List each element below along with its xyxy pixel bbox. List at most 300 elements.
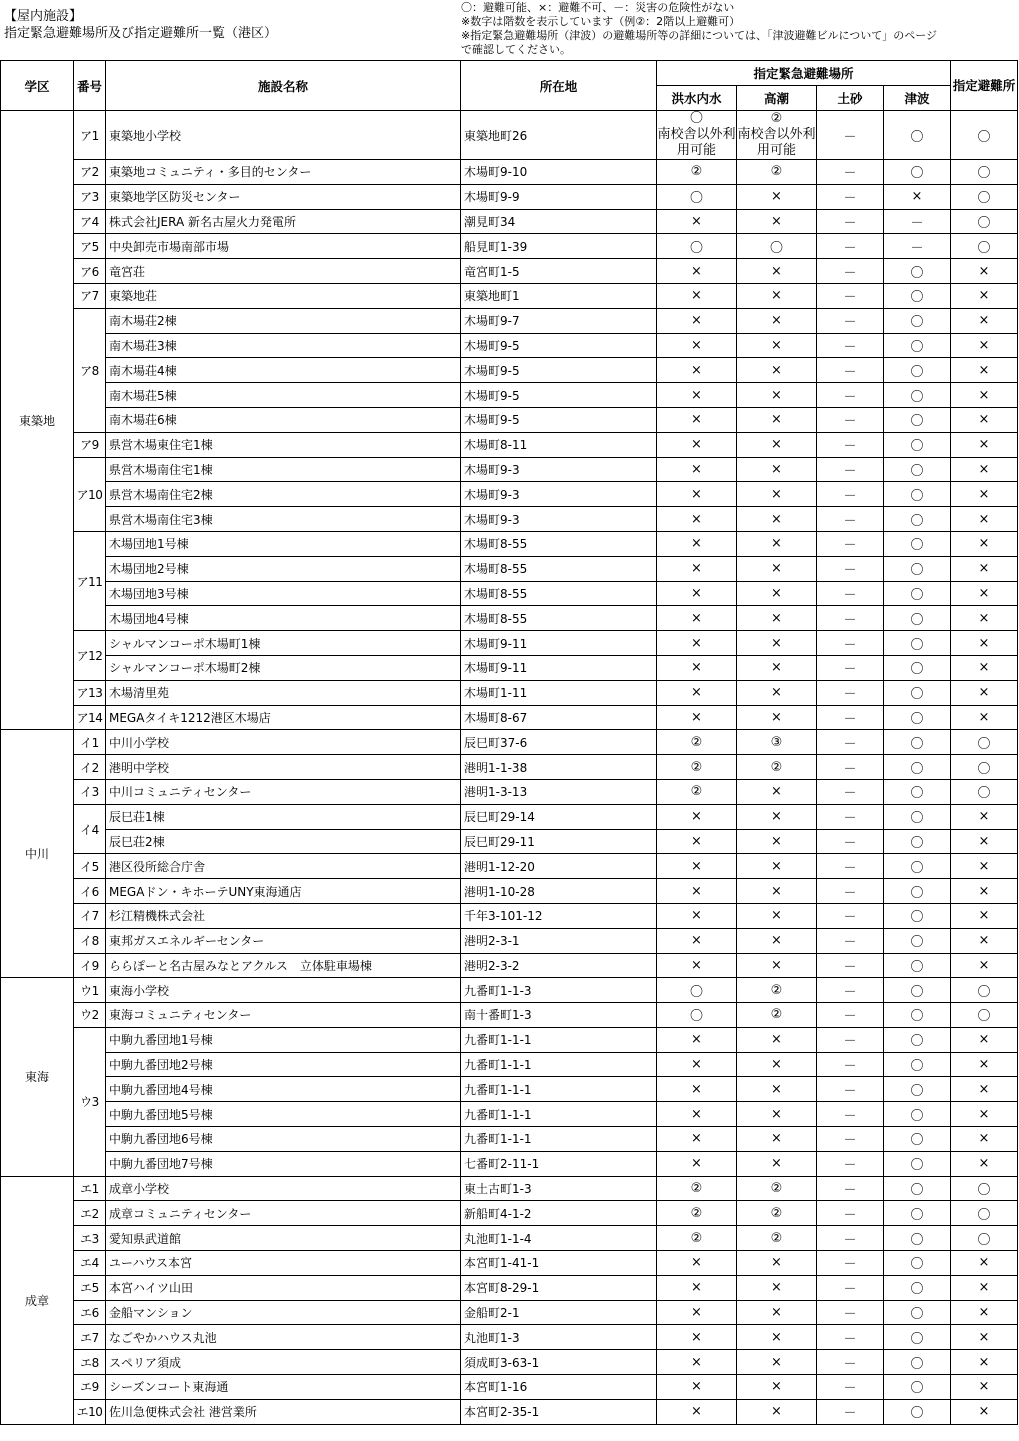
table-row: [1, 779, 1018, 804]
shelter-cell: ×: [951, 680, 1018, 705]
number-cell: エ2: [74, 1201, 106, 1226]
number-cell: ア9: [74, 432, 106, 457]
facility-name-cell: なごやかハウス丸池: [106, 1325, 461, 1350]
table-row: [1, 829, 1018, 854]
shelter-cell: ×: [951, 1251, 1018, 1276]
number-cell: ア6: [74, 259, 106, 284]
storm-surge-cell: ②: [737, 978, 817, 1003]
table-row: [1, 606, 1018, 631]
address-cell: 木場町9-5: [461, 407, 657, 432]
storm-surge-cell: ×: [737, 705, 817, 730]
landslide-cell: －: [817, 209, 884, 234]
flood-cell: ×: [657, 705, 737, 730]
landslide-cell: －: [817, 1052, 884, 1077]
storm-surge-cell: ×: [737, 1052, 817, 1077]
landslide-cell: －: [817, 1300, 884, 1325]
flood-cell: 〇: [657, 978, 737, 1003]
shelter-cell: ×: [951, 1325, 1018, 1350]
storm-surge-cell: ×: [737, 606, 817, 631]
tsunami-cell: 〇: [884, 779, 951, 804]
table-row: [1, 631, 1018, 656]
storm-surge-cell: ×: [737, 1300, 817, 1325]
facility-name-cell: 成章コミュニティセンター: [106, 1201, 461, 1226]
shelter-cell: ×: [951, 581, 1018, 606]
address-cell: 港明1-12-20: [461, 854, 657, 879]
number-cell: イ1: [74, 730, 106, 755]
table-row: [1, 978, 1018, 1003]
address-cell: 辰巳町29-14: [461, 804, 657, 829]
address-cell: 木場町9-5: [461, 383, 657, 408]
shelter-cell: ×: [951, 879, 1018, 904]
shelter-cell: 〇: [951, 978, 1018, 1003]
landslide-cell: －: [817, 234, 884, 259]
flood-cell: ×: [657, 829, 737, 854]
usage-note: 南校舎以外利用可能: [737, 127, 816, 158]
shelter-table: [0, 60, 1018, 1425]
facility-name-cell: 木場清里苑: [106, 680, 461, 705]
flood-cell: ×: [657, 655, 737, 680]
tsunami-cell: 〇: [884, 1003, 951, 1028]
landslide-cell: －: [817, 829, 884, 854]
number-cell: ア13: [74, 680, 106, 705]
page-title: 指定緊急避難場所及び指定避難所一覧（港区）: [4, 26, 278, 41]
number-cell: ア4: [74, 209, 106, 234]
facility-name-cell: 杉江精機株式会社: [106, 903, 461, 928]
flood-cell: ×: [657, 1077, 737, 1102]
storm-surge-cell: ×: [737, 283, 817, 308]
facility-name-cell: 南木場荘4棟: [106, 358, 461, 383]
address-cell: 本宮町1-16: [461, 1375, 657, 1400]
tsunami-cell: 〇: [884, 308, 951, 333]
table-row: [1, 755, 1018, 780]
shelter-cell: ×: [951, 1027, 1018, 1052]
address-cell: 木場町9-5: [461, 358, 657, 383]
tsunami-cell: 〇: [884, 655, 951, 680]
number-cell: イ4: [74, 804, 106, 854]
header-storm-surge: 高潮: [737, 86, 817, 111]
address-cell: 木場町8-11: [461, 432, 657, 457]
table-row: [1, 1251, 1018, 1276]
storm-surge-cell: ×: [737, 1275, 817, 1300]
facility-name-cell: 中駒九番団地6号棟: [106, 1127, 461, 1152]
storm-surge-cell: ×: [737, 457, 817, 482]
tsunami-cell: 〇: [884, 928, 951, 953]
table-row: [1, 1003, 1018, 1028]
storm-surge-cell: ×: [737, 407, 817, 432]
number-cell: エ3: [74, 1226, 106, 1251]
table-row: [1, 308, 1018, 333]
flood-cell: ×: [657, 854, 737, 879]
shelter-cell: 〇: [951, 111, 1018, 160]
title-bracket: 【屋内施設】: [4, 9, 83, 24]
storm-surge-cell: ×: [737, 1325, 817, 1350]
table-row: [1, 928, 1018, 953]
address-cell: 七番町2-11-1: [461, 1151, 657, 1176]
landslide-cell: －: [817, 1375, 884, 1400]
shelter-cell: ×: [951, 1151, 1018, 1176]
number-cell: イ3: [74, 779, 106, 804]
facility-name-cell: スペリア須成: [106, 1350, 461, 1375]
storm-surge-cell: ×: [737, 1027, 817, 1052]
flood-cell: 〇: [657, 184, 737, 209]
facility-name-cell: 中央卸売市場南部市場: [106, 234, 461, 259]
address-cell: 東土古町1-3: [461, 1176, 657, 1201]
number-cell: エ9: [74, 1375, 106, 1400]
flood-cell: ×: [657, 283, 737, 308]
flood-cell: ×: [657, 308, 737, 333]
storm-surge-cell: ×: [737, 184, 817, 209]
flood-cell: ×: [657, 631, 737, 656]
address-cell: 木場町8-55: [461, 531, 657, 556]
header-address: 所在地: [461, 61, 657, 111]
facility-name-cell: 県営木場南住宅2棟: [106, 482, 461, 507]
address-cell: 須成町3-63-1: [461, 1350, 657, 1375]
shelter-cell: ×: [951, 1300, 1018, 1325]
address-cell: 木場町9-11: [461, 655, 657, 680]
storm-surge-cell: ×: [737, 432, 817, 457]
shelter-cell: ×: [951, 606, 1018, 631]
landslide-cell: －: [817, 655, 884, 680]
tsunami-cell: 〇: [884, 1226, 951, 1251]
storm-surge-cell: ×: [737, 1151, 817, 1176]
address-cell: 港明1-10-28: [461, 879, 657, 904]
facility-name-cell: 金船マンション: [106, 1300, 461, 1325]
address-cell: 竜宮町1-5: [461, 259, 657, 284]
tsunami-cell: 〇: [884, 705, 951, 730]
table-row: [1, 184, 1018, 209]
address-cell: 丸池町1-1-4: [461, 1226, 657, 1251]
storm-surge-cell: ②: [737, 160, 817, 185]
flood-cell: ×: [657, 556, 737, 581]
storm-surge-cell: ×: [737, 804, 817, 829]
flood-cell: ×: [657, 1027, 737, 1052]
storm-surge-cell: ×: [737, 1077, 817, 1102]
landslide-cell: －: [817, 259, 884, 284]
landslide-cell: －: [817, 283, 884, 308]
storm-surge-cell: ×: [737, 854, 817, 879]
table-row: [1, 953, 1018, 978]
shelter-cell: ×: [951, 259, 1018, 284]
table-row: [1, 531, 1018, 556]
header-tsunami: 津波: [884, 86, 951, 111]
tsunami-cell: 〇: [884, 1127, 951, 1152]
shelter-cell: ×: [951, 928, 1018, 953]
table-row: [1, 680, 1018, 705]
flood-cell: ×: [657, 1399, 737, 1424]
table-row: [1, 1151, 1018, 1176]
address-cell: 木場町9-9: [461, 184, 657, 209]
address-cell: 木場町9-10: [461, 160, 657, 185]
address-cell: 九番町1-1-1: [461, 1127, 657, 1152]
address-cell: 九番町1-1-1: [461, 1077, 657, 1102]
landslide-cell: －: [817, 482, 884, 507]
flood-cell: ×: [657, 507, 737, 532]
storm-surge-cell: ×: [737, 556, 817, 581]
number-cell: ア11: [74, 531, 106, 630]
shelter-cell: ×: [951, 1350, 1018, 1375]
storm-surge-cell: ×: [737, 1399, 817, 1424]
table-row: [1, 854, 1018, 879]
tsunami-cell: －: [884, 234, 951, 259]
storm-surge-cell: ×: [737, 631, 817, 656]
tsunami-cell: 〇: [884, 1027, 951, 1052]
address-cell: 港明1-1-38: [461, 755, 657, 780]
flood-cell: ×: [657, 606, 737, 631]
shelter-cell: ×: [951, 407, 1018, 432]
number-cell: ア14: [74, 705, 106, 730]
shelter-cell: 〇: [951, 730, 1018, 755]
flood-cell: ×: [657, 1350, 737, 1375]
tsunami-cell: 〇: [884, 903, 951, 928]
number-cell: ア2: [74, 160, 106, 185]
shelter-cell: ×: [951, 631, 1018, 656]
number-cell: イ5: [74, 854, 106, 879]
facility-name-cell: 中駒九番団地1号棟: [106, 1027, 461, 1052]
landslide-cell: －: [817, 606, 884, 631]
shelter-cell: ×: [951, 556, 1018, 581]
landslide-cell: －: [817, 111, 884, 160]
address-cell: 新船町4-1-2: [461, 1201, 657, 1226]
flood-cell: ×: [657, 1375, 737, 1400]
tsunami-cell: 〇: [884, 854, 951, 879]
storm-surge-cell: ×: [737, 581, 817, 606]
address-cell: 木場町8-55: [461, 556, 657, 581]
facility-name-cell: 中駒九番団地4号棟: [106, 1077, 461, 1102]
tsunami-cell: 〇: [884, 407, 951, 432]
storm-surge-cell: ×: [737, 531, 817, 556]
flood-cell: ×: [657, 1251, 737, 1276]
flood-cell: 〇: [657, 1003, 737, 1028]
storm-surge-cell: ×: [737, 1350, 817, 1375]
address-cell: 船見町1-39: [461, 234, 657, 259]
header-emergency-group: 指定緊急避難場所: [657, 61, 951, 86]
district-cell: 中川: [1, 730, 74, 978]
tsunami-cell: 〇: [884, 482, 951, 507]
tsunami-cell: 〇: [884, 1077, 951, 1102]
number-cell: エ1: [74, 1176, 106, 1201]
facility-name-cell: 中駒九番団地2号棟: [106, 1052, 461, 1077]
storm-surge-cell: ×: [737, 308, 817, 333]
shelter-cell: 〇: [951, 1003, 1018, 1028]
usage-note: 南校舎以外利用可能: [657, 127, 736, 158]
flood-cell: ×: [657, 1300, 737, 1325]
tsunami-cell: 〇: [884, 879, 951, 904]
landslide-cell: －: [817, 581, 884, 606]
facility-name-cell: 成章小学校: [106, 1176, 461, 1201]
number-cell: ウ2: [74, 1003, 106, 1028]
facility-name-cell: 竜宮荘: [106, 259, 461, 284]
table-row: [1, 407, 1018, 432]
legend-note: ※数字は階数を表示しています（例②：2階以上避難可）: [461, 15, 741, 28]
tsunami-cell: 〇: [884, 1102, 951, 1127]
landslide-cell: －: [817, 1127, 884, 1152]
shelter-cell: 〇: [951, 184, 1018, 209]
shelter-cell: ×: [951, 1127, 1018, 1152]
flood-cell: ×: [657, 953, 737, 978]
table-row: [1, 730, 1018, 755]
facility-name-cell: 本宮ハイツ山田: [106, 1275, 461, 1300]
address-cell: 千年3-101-12: [461, 903, 657, 928]
number-cell: イ6: [74, 879, 106, 904]
number-cell: ア8: [74, 308, 106, 432]
tsunami-cell: 〇: [884, 432, 951, 457]
table-row: [1, 333, 1018, 358]
landslide-cell: －: [817, 531, 884, 556]
landslide-cell: －: [817, 928, 884, 953]
table-row: [1, 432, 1018, 457]
flood-cell: ×: [657, 1052, 737, 1077]
shelter-cell: 〇: [951, 234, 1018, 259]
number-cell: イ8: [74, 928, 106, 953]
flood-cell: ×: [657, 531, 737, 556]
facility-name-cell: 中川コミュニティセンター: [106, 779, 461, 804]
table-row: [1, 283, 1018, 308]
facility-name-cell: 木場団地1号棟: [106, 531, 461, 556]
facility-name-cell: ユーハウス本宮: [106, 1251, 461, 1276]
flood-cell: ②: [657, 730, 737, 755]
facility-name-cell: シーズンコート東海通: [106, 1375, 461, 1400]
shelter-cell: ×: [951, 705, 1018, 730]
facility-name-cell: 東築地コミュニティ・多目的センター: [106, 160, 461, 185]
landslide-cell: －: [817, 556, 884, 581]
address-cell: 木場町1-11: [461, 680, 657, 705]
address-cell: 東築地町26: [461, 111, 657, 160]
landslide-cell: －: [817, 1176, 884, 1201]
flood-cell: ×: [657, 457, 737, 482]
address-cell: 港明2-3-2: [461, 953, 657, 978]
table-row: [1, 1300, 1018, 1325]
address-cell: 東築地町1: [461, 283, 657, 308]
facility-name-cell: 東築地小学校: [106, 111, 461, 160]
storm-surge-cell: ②: [737, 1226, 817, 1251]
landslide-cell: －: [817, 1399, 884, 1424]
address-cell: 九番町1-1-3: [461, 978, 657, 1003]
shelter-cell: ×: [951, 903, 1018, 928]
facility-name-cell: 株式会社JERA 新名古屋火力発電所: [106, 209, 461, 234]
shelter-cell: ×: [951, 953, 1018, 978]
storm-surge-cell: ×: [737, 829, 817, 854]
header-number: 番号: [74, 61, 106, 111]
tsunami-cell: ×: [884, 184, 951, 209]
storm-surge-cell: ②: [737, 1201, 817, 1226]
flood-cell: ×: [657, 581, 737, 606]
table-row: [1, 1052, 1018, 1077]
storm-surge-cell: ×: [737, 209, 817, 234]
flood-cell: ×: [657, 903, 737, 928]
flood-cell: ×: [657, 804, 737, 829]
facility-name-cell: 木場団地3号棟: [106, 581, 461, 606]
address-cell: 辰巳町37-6: [461, 730, 657, 755]
number-cell: イ7: [74, 903, 106, 928]
storm-surge-cell: ×: [737, 1102, 817, 1127]
landslide-cell: －: [817, 680, 884, 705]
tsunami-cell: 〇: [884, 1052, 951, 1077]
landslide-cell: －: [817, 1201, 884, 1226]
shelter-cell: ×: [951, 482, 1018, 507]
facility-name-cell: 中駒九番団地5号棟: [106, 1102, 461, 1127]
flood-cell: ×: [657, 1151, 737, 1176]
address-cell: 潮見町34: [461, 209, 657, 234]
facility-name-cell: 東築地荘: [106, 283, 461, 308]
tsunami-cell: 〇: [884, 581, 951, 606]
flood-cell: ×: [657, 259, 737, 284]
number-cell: イ9: [74, 953, 106, 978]
legend-note: 〇：避難可能、×：避難不可、－：災害の危険性がない: [461, 1, 735, 14]
flood-cell: ②: [657, 1176, 737, 1201]
address-cell: 木場町9-3: [461, 507, 657, 532]
shelter-cell: ×: [951, 383, 1018, 408]
landslide-cell: －: [817, 1003, 884, 1028]
shelter-cell: 〇: [951, 1226, 1018, 1251]
table-row: [1, 111, 1018, 160]
flood-cell: ×: [657, 482, 737, 507]
table-row: [1, 358, 1018, 383]
flood-cell: 〇: [657, 234, 737, 259]
landslide-cell: －: [817, 1226, 884, 1251]
facility-name-cell: 佐川急便株式会社 港営業所: [106, 1399, 461, 1424]
header-landslide: 土砂: [817, 86, 884, 111]
storm-surge-cell: ×: [737, 507, 817, 532]
flood-cell: ×: [657, 928, 737, 953]
table-row: [1, 1127, 1018, 1152]
landslide-cell: －: [817, 1251, 884, 1276]
address-cell: 本宮町8-29-1: [461, 1275, 657, 1300]
facility-name-cell: 南木場荘3棟: [106, 333, 461, 358]
storm-surge-cell: 〇: [737, 234, 817, 259]
tsunami-cell: 〇: [884, 730, 951, 755]
table-row: [1, 1226, 1018, 1251]
address-cell: 南十番町1-3: [461, 1003, 657, 1028]
storm-surge-cell: ×: [737, 333, 817, 358]
storm-surge-cell: ②: [737, 1003, 817, 1028]
number-cell: ア1: [74, 111, 106, 160]
address-cell: 金船町2-1: [461, 1300, 657, 1325]
tsunami-cell: 〇: [884, 1399, 951, 1424]
tsunami-cell: 〇: [884, 259, 951, 284]
storm-surge-cell: ×: [737, 1127, 817, 1152]
address-cell: 本宮町1-41-1: [461, 1251, 657, 1276]
number-cell: エ4: [74, 1251, 106, 1276]
table-row: [1, 1077, 1018, 1102]
address-cell: 九番町1-1-1: [461, 1052, 657, 1077]
tsunami-cell: 〇: [884, 680, 951, 705]
address-cell: 本宮町2-35-1: [461, 1399, 657, 1424]
facility-name-cell: 木場団地2号棟: [106, 556, 461, 581]
address-cell: 港明2-3-1: [461, 928, 657, 953]
landslide-cell: －: [817, 953, 884, 978]
landslide-cell: －: [817, 1275, 884, 1300]
shelter-cell: ×: [951, 308, 1018, 333]
table-row: [1, 1375, 1018, 1400]
district-cell: 東築地: [1, 111, 74, 730]
flood-cell: [657, 111, 737, 160]
table-row: [1, 655, 1018, 680]
facility-name-cell: 中川小学校: [106, 730, 461, 755]
flood-cell: ×: [657, 383, 737, 408]
landslide-cell: －: [817, 705, 884, 730]
facility-name-cell: 中駒九番団地7号棟: [106, 1151, 461, 1176]
tsunami-cell: 〇: [884, 160, 951, 185]
facility-name-cell: MEGAドン・キホーテUNY東海通店: [106, 879, 461, 904]
facility-name-cell: 東邦ガスエネルギーセンター: [106, 928, 461, 953]
number-cell: ア12: [74, 631, 106, 681]
number-cell: エ8: [74, 1350, 106, 1375]
facility-name-cell: シャルマンコーポ木場町1棟: [106, 631, 461, 656]
table-row: [1, 1102, 1018, 1127]
facility-name-cell: MEGAタイキ1212港区木場店: [106, 705, 461, 730]
shelter-cell: ×: [951, 1052, 1018, 1077]
landslide-cell: －: [817, 804, 884, 829]
